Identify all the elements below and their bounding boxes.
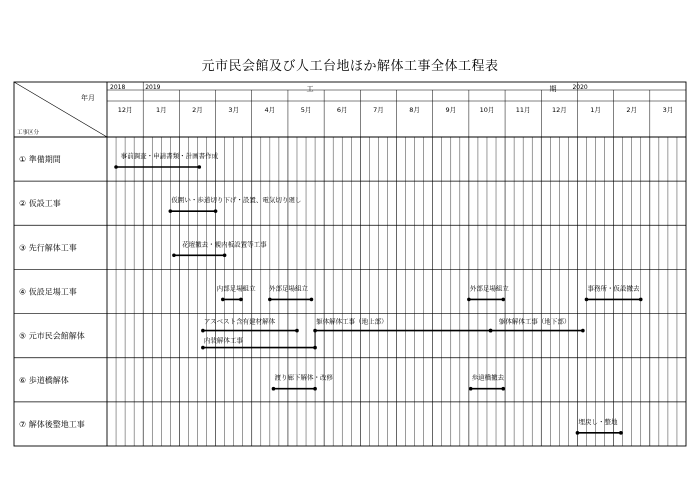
year-month-label: 年月	[81, 94, 95, 102]
month-label: 7月	[373, 106, 384, 114]
year-label-2018: 2018	[110, 84, 126, 91]
task-label: 仮囲い・歩道切り下げ・設置、電気切り廻し	[171, 196, 302, 205]
task-bar-start	[467, 298, 471, 302]
task-label: 事務所・仮設撤去	[587, 284, 640, 293]
task-bar-start	[576, 431, 580, 435]
task-bar-start	[201, 346, 205, 350]
row-label-7: ⑦ 解体後整地工事	[19, 419, 85, 429]
task-label: アスベスト含有建材解体	[203, 317, 276, 326]
task-bar-start	[489, 329, 493, 333]
task-bar-start	[172, 253, 176, 257]
month-label: 1月	[590, 106, 601, 114]
task-bar-end	[619, 431, 623, 435]
month-label: 9月	[445, 106, 457, 114]
period-label-1: 工	[306, 85, 314, 93]
task-label: 外部足場組立	[269, 284, 309, 293]
task-bar-start	[272, 387, 276, 391]
year-label-2019: 2019	[145, 84, 161, 91]
task-bar-end	[295, 329, 299, 333]
month-label: 12月	[117, 106, 133, 114]
page-title: 元市民会館及び人工台地ほか解体工事全体工程表	[201, 59, 499, 74]
task-bar-start	[268, 298, 272, 302]
task-label: 事前調査・申請書類・計画書作成	[120, 152, 219, 160]
row-label-6: ⑥ 歩道橋解体	[19, 375, 69, 385]
task-bar-end	[310, 298, 314, 302]
row-label-3: ③ 先行解体工事	[19, 243, 77, 253]
month-label: 6月	[336, 106, 348, 114]
task-bar-start	[585, 298, 589, 302]
task-bar-start	[221, 298, 225, 302]
month-label: 3月	[228, 106, 239, 114]
month-label: 12月	[551, 106, 567, 114]
period-label-2: 期	[549, 85, 557, 93]
row-label-1: ① 準備期間	[19, 155, 61, 165]
row-label-4: ④ 仮設足場工事	[19, 287, 77, 297]
task-bar-start	[469, 387, 473, 391]
task-label: 内部足場組立	[216, 284, 256, 293]
month-label: 5月	[300, 106, 312, 114]
task-label: 躯体解体工事（地下部）	[498, 317, 571, 326]
task-bar-end	[501, 298, 505, 302]
row-label-2: ② 仮設工事	[19, 199, 61, 209]
task-bar-end	[223, 253, 227, 257]
month-label: 4月	[264, 106, 276, 114]
task-label: 内装解体工事	[203, 336, 243, 345]
task-bar-end	[581, 329, 585, 333]
task-bar-end	[639, 298, 643, 302]
month-label: 2月	[626, 106, 638, 114]
task-label: 躯体解体工事（地上部）	[316, 317, 388, 326]
task-label: 埋戻し・整地	[578, 417, 618, 426]
task-bar-end	[501, 387, 505, 391]
task-bar-end	[239, 298, 243, 302]
task-label: 歩道橋撤去	[471, 373, 505, 382]
task-label: 渡り廊下解体・改修	[274, 373, 333, 382]
header-diagonal	[14, 82, 107, 137]
task-bar-end	[313, 387, 317, 391]
month-label: 10月	[479, 106, 495, 114]
task-bar-end	[214, 209, 218, 213]
month-label: 8月	[409, 106, 420, 114]
task-label: 外部足場組立	[469, 284, 509, 293]
task-bar-start	[169, 209, 173, 213]
month-label: 1月	[155, 106, 167, 114]
category-label: 工事区分	[17, 130, 40, 136]
task-bar-end	[197, 165, 201, 169]
row-label-5: ⑤ 元市民会館解体	[19, 331, 85, 341]
month-label: 2月	[192, 106, 203, 114]
task-bar-start	[114, 165, 118, 169]
task-bar-start	[201, 329, 205, 333]
month-label: 11月	[515, 106, 531, 114]
year-label-2020: 2020	[572, 84, 588, 91]
month-label: 3月	[662, 106, 674, 114]
task-label: 花壇撤去・親内板設置等工事	[182, 240, 267, 249]
